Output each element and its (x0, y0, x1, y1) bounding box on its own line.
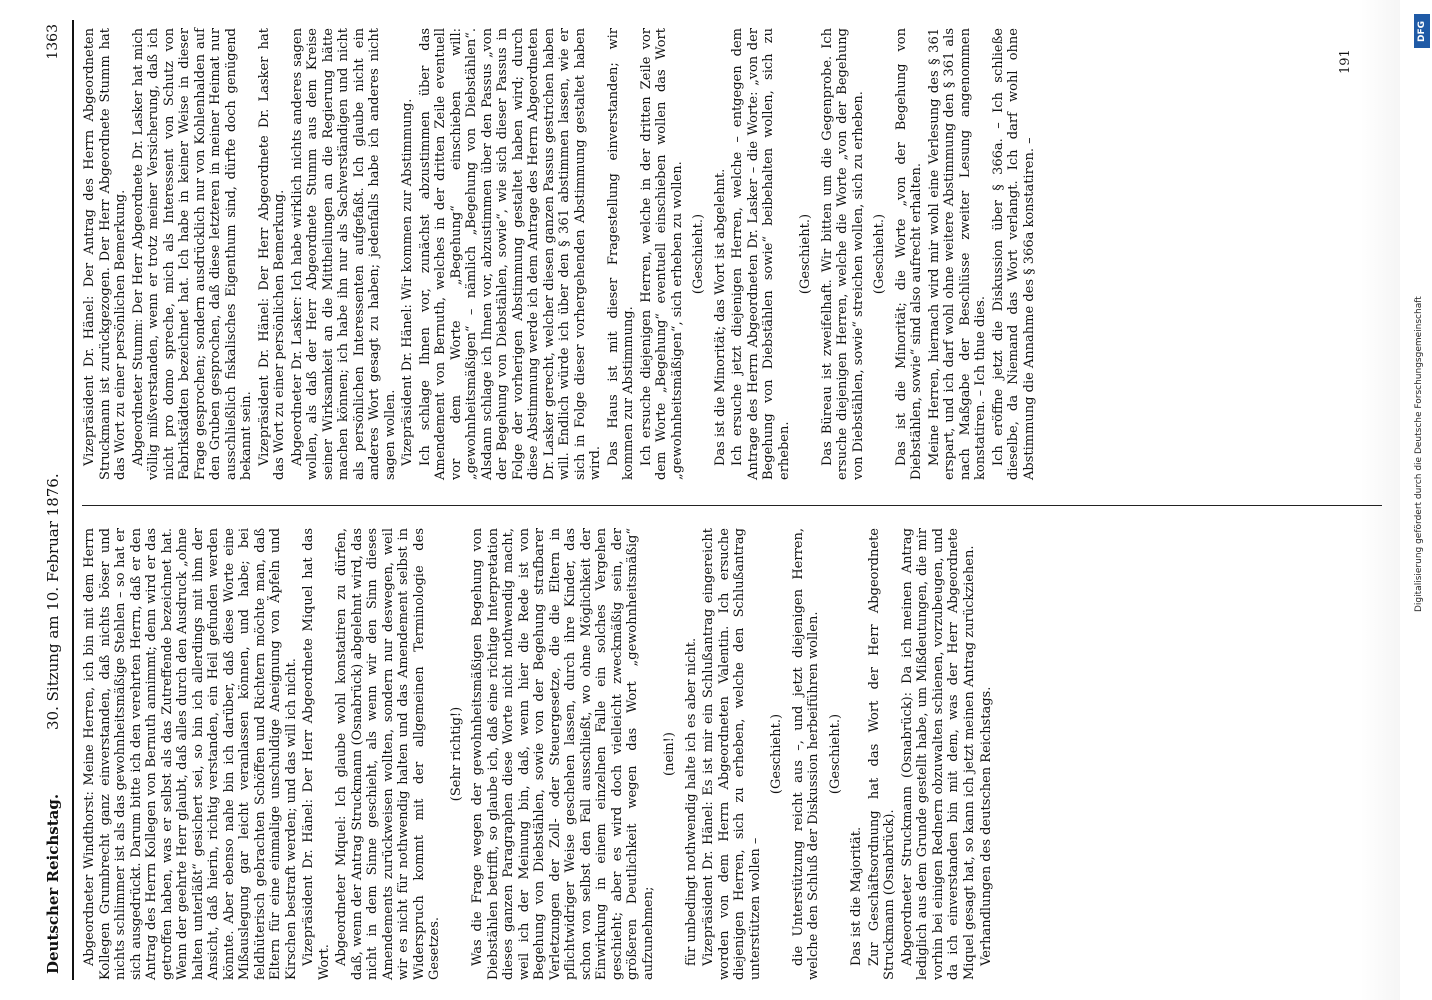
stage-direction: (Geschieht.) (769, 713, 784, 795)
paragraph: Abgeordneter Stumm: Der Herr Abgeordnete Dr. Lasker hat mich völlig mißverstanden, wenn er trotz meiner Versicherung, daß ich nicht pro domo spreche, mich als Interessent von Schutz von Fabrikstädten bezeichnet hat. Ich habe in keiner Weise in dieser Frage gesprochen; sondern ausdrücklich nur von Kohlenhalden auf den Gruben gesprochen, daß diese letzteren in meiner Heimat nur ausschließlich fiskalisches Eigenthum sind, dürfte doch genügend bekannt sein. (130, 28, 254, 480)
left-column (82, 528, 997, 980)
signature-mark: 191 (1338, 49, 1353, 74)
stage-direction: (Geschieht.) (827, 713, 843, 795)
paragraph: Vizepräsident Dr. Hänel: Der Herr Abgeordnete Dr. Lasker hat das Wort zu einer persönlichen Bemerkung. (256, 28, 287, 480)
paragraph: Vizepräsident Dr. Hänel: Wir kommen zur Abstimmung. (400, 98, 415, 466)
publication-title: Deutscher Reichstag. (44, 793, 62, 974)
paragraph: Das ist die Minorität; die Worte „von der Begehung von Diebstählen, sowie“ sind also aufrecht erhalten. (893, 28, 924, 480)
stage-direction: (Geschieht.) (798, 213, 813, 295)
page-number: 1363 (45, 24, 61, 60)
scan-edge-shadow (1360, 0, 1400, 1000)
stage-direction: (Geschieht.) (691, 213, 706, 295)
paragraph: die Unterstützung reicht aus –, und jetzt diejenigen Herren, welche den Schluß der Diskussion herbeiführen wollen. (790, 528, 821, 980)
paragraph: Vizepräsident Dr. Hänel: Der Antrag des Herrn Abgeordneten Struckmann ist zurückgezogen. Der Herr Abgeordnete Stumm hat das Wort zu einer persönlichen Bemerkung. (82, 28, 128, 480)
dfg-logo-badge: DFG (1414, 14, 1430, 48)
paragraph: Vizepräsident Dr. Hänel: Der Herr Abgeordnete Miquel hat das Wort. (301, 528, 332, 980)
paragraph: Zur Geschäftsordnung hat das Wort der Herr Abgeordnete Struckmann (Osnabrück). (866, 528, 897, 980)
paragraph: Verhandlungen des deutschen Reichstags. (979, 686, 994, 966)
paragraph: Meine Herren, hiernach wird mir wohl eine Verlesung des § 361 erspart, und ich darf wohl ohne weitere Abstimmung den § 361 als nach Maßgabe der Beschlüsse zweiter Lesung angenommen konstatiren. – Ich thue dies. (926, 28, 988, 480)
rotated-newspaper-page (38, 20, 1410, 980)
right-column (82, 28, 1039, 480)
paragraph: Abgeordneter Windthorst: Meine Herren, ich bin mit dem Herrn Kollegen Grumbrecht ganz einverstanden, daß nichts böser und nichts schlimmer ist als das gewohnheitsmäßige Stehlen – so hat er sich ausgedrückt. Darum bitte ich den verehrten Herrn, daß er den Antrag des Herrn Kollegen von Bernuth annimmt; denn wird er das getroffen haben, was er selbst als das Zutreffende bezeichnet hat. Wenn der geehrte Herr glaubt, daß alles durch den Ausdruck „ohne halten unterläßt“ gesichert sei, so bin ich allerdings mit ihm der Ansicht, daß hierin, richtig verstanden, ein Heil gefunden werden könnte. Aber ebenso nahe bin ich darüber, daß diese Worte eine Mißauslegung gar leicht veranlassen können, und habe; bei feldhüterisch gebrachten Schöffen und Richtern möchte man, daß Eltern für eine einmalige unschuldige Aneignung von Äpfeln und Kirschen bestraft werden; und das will ich nicht. (82, 528, 299, 980)
paragraph: Abgeordneter Dr. Lasker: Ich habe wirklich nichts anderes sagen wollen, als daß der Herr Abgeordnete Stumm aus dem Kreise seiner Wirksamkeit an die Mittheilungen an die Regierung hätte machen können; ich habe ihn nur als Sachverständigen und nicht als persönlichen Interessenten aufgefaßt. Ich glaube nicht ein anderes Wort gesagt zu haben; jedenfalls habe ich anderes nicht sagen wollen. (289, 28, 398, 480)
paragraph: Das Haus ist mit dieser Fragestellung einverstanden; wir kommen zur Abstimmung. (605, 28, 636, 480)
running-head (38, 20, 74, 980)
stage-direction: (Sehr richtig!) (448, 706, 464, 802)
stage-direction: (nein!) (662, 732, 677, 776)
paragraph: Abgeordneter Struckmann (Osnabrück): Da ich meinen Antrag lediglich aus dem Grunde gestellt habe, um Mißdeutungen, die mir vorhin bei einigen Rednern obzuwalten schienen, vorzubeugen, und da ich einverstanden bin mit dem, was der Herr Abgeordnete Miquel gesagt hat, so kann ich jetzt meinen Antrag zurückziehen. (899, 528, 977, 980)
paragraph: für unbedingt nothwendig halte ich es aber nicht. (683, 637, 699, 966)
paragraph: Ich eröffne jetzt die Diskussion über § 366a. – Ich schließe dieselbe, da Niemand das Wort verlangt. Ich darf wohl ohne Abstimmung die Annahme des § 366a konstatiren. – (990, 28, 1037, 480)
paragraph: Das ist die Minorität; das Wort ist abgelehnt. (712, 168, 728, 466)
session-title: 30. Sitzung am 10. Februar 1876. (44, 473, 62, 730)
paragraph: Ich ersuche diejenigen Herren, welche in der dritten Zeile vor dem Worte „Begehung“ eventuell einschieben wollen das Wort „gewohnheitsmäßigen“, sich erheben zu wollen. (638, 28, 685, 480)
funding-notice: Digitalisierung gefördert durch die Deutsche Forschungsgemeinschaft (1414, 296, 1424, 612)
paragraph: Vizepräsident Dr. Hänel: Es ist mir ein Schlußantrag eingereicht worden von dem Herrn Abgeordneten Valentin. Ich ersuche diejenigen Herren, sich zu erheben, welche den Schlußantrag unterstützen wollen – (701, 528, 763, 980)
column-divider (82, 505, 1382, 506)
paragraph: Ich ersuche jetzt diejenigen Herren, welche – entgegen dem Antrage des Herrn Abgeordneten Dr. Lasker – die Worte: „von der Begehung von Diebstählen sowie“ beibehalten wollen, sich zu erheben. (730, 28, 792, 480)
paragraph: Das ist die Majorität. (849, 826, 864, 966)
paragraph: Abgeordneter Miquel: Ich glaube wohl konstatiren zu dürfen, daß, wenn der Antrag Struckmann (Osnabrück) abgelehnt wird, das nicht in dem Sinne geschieht, als wenn wir den Sinn dieses Amendements zurückweisen wollten, sondern nur deswegen, weil wir es nicht für nothwendig halten und das Amendement selbst in Widerspruch kommt mit der allgemeinen Terminologie des Gesetzes. (334, 528, 442, 980)
stage-direction: (Geschieht.) (872, 213, 887, 295)
paragraph: Das Büreau ist zweifelhaft. Wir bitten um die Gegenprobe. Ich ersuche diejenigen Herren, welche die Worte „von der Begehung von Diebstählen, sowie“ streichen wollen, sich zu erheben. (819, 28, 866, 480)
paragraph: Was die Frage wegen der gewohnheitsmäßigen Begehung von Diebstählen betrifft, so glaube ich, daß eine richtige Interpretation dieses ganzen Paragraphen diese Worte nicht nothwendig macht, weil ich der Meinung bin, daß, wenn hier die Rede ist von Begehung von Diebstählen, sowie von der Begehung strafbarer Verletzungen der Zoll- oder Steuergesetze, die die Eltern in pflichtwidriger Weise geschehen lassen, durch ihre Kinder, das schon von selbst den Fall ausschließt, wo ohne Möglichkeit der Einwirkung in einem einzelnen Falle ein solches Vergehen geschieht; aber es wird doch vielleicht zweckmäßig sein, der größeren Deutlichkeit wegen das Wort „gewohnheitsmäßig“ aufzunehmen; (470, 528, 656, 980)
paragraph: Ich schlage Ihnen vor, zunächst abzustimmen über das Amendement von Bernuth, welches in der dritten Zeile eventuell vor dem Worte „Begehung“ einschieben will: „gewohnheitsmäßigen“ – nämlich „Begehung von Diebstählen“. Alsdann schlage ich Ihnen vor, abzustimmen über den Passus „von der Begehung von Diebstählen, sowie“, wie sich dieser Passus in Folge der vorherigen Abstimmung gestaltet haben wird; durch diese Abstimmung werde ich dem Antrage des Herrn Abgeordneten Dr. Lasker gerecht, welcher diesen ganzen Passus gestrichen haben will. Endlich würde ich über den § 361 abstimmen lassen, wie er sich in Folge dieser vorhergehenden Abstimmung gestaltet haben wird. (417, 28, 603, 480)
